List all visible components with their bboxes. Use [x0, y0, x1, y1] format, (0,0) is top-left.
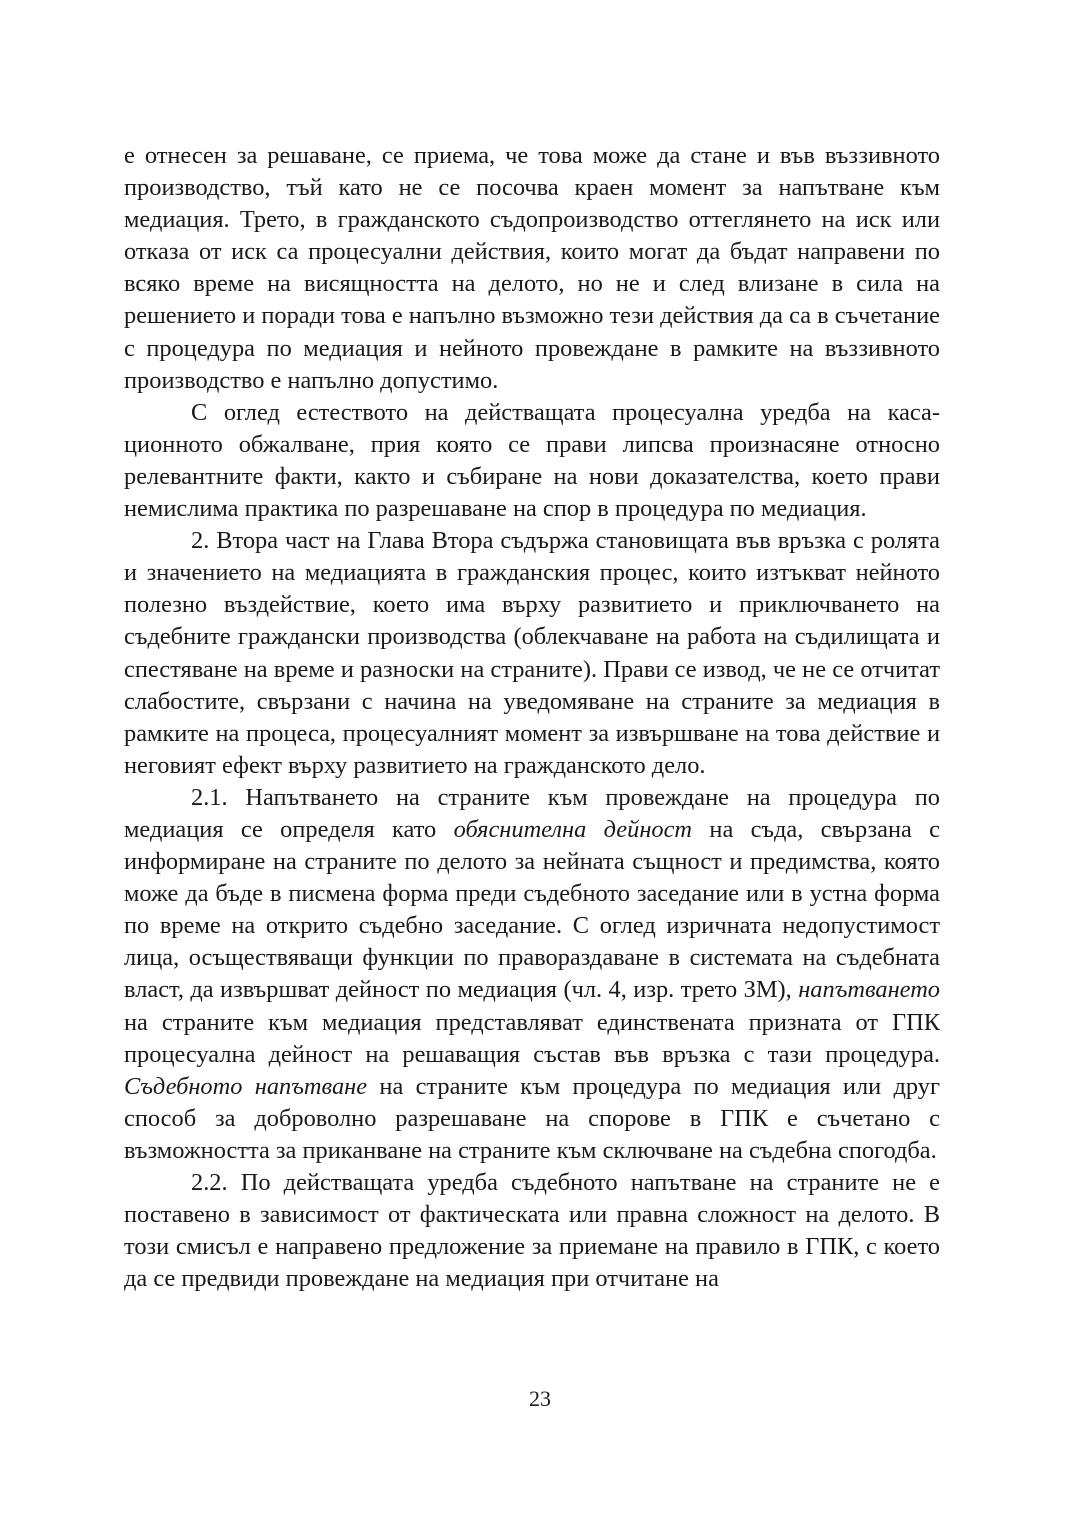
- paragraph-1: [124, 140, 940, 397]
- paragraph-5: [124, 1167, 940, 1295]
- paragraph-4-text-part-3: на страните към медиация представляват единствената призната от ГПК процесуална дейност на решаващия състав във връзка с тази процедура.: [124, 1008, 940, 1068]
- paragraph-5-text: 2.2. По действащата уредба съдебното напътване на страните не е поставено в зависимост от фактическата или правна сложност на делото. В този смисъл е направено предложение за приемане на правило в ГПК, с което да се предвиди провеждане на медиация при отчитане на: [124, 1169, 940, 1293]
- document-body: [124, 140, 940, 1295]
- paragraph-2: [124, 397, 940, 525]
- paragraph-4: [124, 782, 940, 1167]
- paragraph-4-italic-term-1: обяснителна дейност: [453, 815, 693, 843]
- paragraph-4-text-part-4: на страните към процедура по медиация или друг способ за доброволно разрешаване на спорове в ГПК е съчетано с възможността за приканване на страните към сключване на съдебна спогодба.: [124, 1072, 940, 1164]
- paragraph-3-text: 2. Втора част на Глава Втора съдържа становищата във връзка с ролята и значението на медиацията в гражданския процес, които изтъкват нейното полезно въздействие, което има върху развитието и приключването на съдебните граждански производства (облекчаване на работа на съдилищата и спестяване на време и разноски на страните). Прави се извод, че не се отчитат слабостите, свързани с начина на уведомяване на страните за медиация в рамките на процеса, процесуалният момент за извършване на това действие и неговият ефект върху развитието на гражданското дело.: [124, 527, 940, 779]
- paragraph-2-text: С оглед естеството на действащата процесуална уредба на касационното обжалване, прия която се прави липсва произнасяне относно релевантните факти, както и събиране на нови доказателства, което прави немислима практика по разрешаване на спор в процедура по медиация.: [124, 398, 940, 523]
- paragraph-4-italic-term-3: Съдебното напътване: [124, 1072, 368, 1100]
- paragraph-4-text-part-2: на съда, свързана с информиране на страните по делото за нейната същност и предимства, която може да бъде в писмена форма преди съдебното заседание или в устна форма по време на открито съдебно заседание. С оглед изричната недопустимост лица, осъществяващи функции по правораздаване в системата на съдебната власт, да извършват дейност по медиация (чл. 4, изр. трето ЗМ),: [124, 815, 941, 1004]
- page-number: 23: [529, 1386, 551, 1411]
- paragraph-1-text: е отнесен за решаване, се приема, че това може да стане и във въззивното производство, тъй като не се посочва краен момент за напътване към медиация. Трето, в гражданското съдопроизводство оттеглянето на иск или отказа от иск са процесуални действия, които могат да бъдат направени по всяко време на висящността на делото, но не и след влизане в сила на решението и поради това е напълно възможно тези действия да са в съчетание с процедура по медиация и нейното провеждане в рамките на въззивното производство е напълно допустимо.: [124, 142, 940, 394]
- paragraph-4-text-part-1: 2.1. Напътването на страните към провеждане на процедура по медиация се определя като: [124, 783, 940, 843]
- paragraph-4-italic-term-2: напътването: [798, 976, 940, 1004]
- paragraph-3: [124, 525, 940, 782]
